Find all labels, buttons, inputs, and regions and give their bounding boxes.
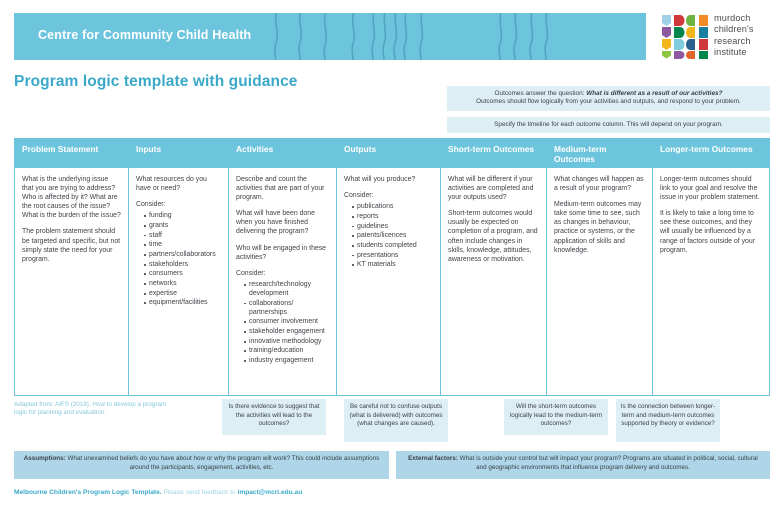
list-item: publications xyxy=(352,202,433,211)
list-item: collaborations/ partnerships xyxy=(244,299,329,317)
paragraph: What changes will happen as a result of your program? xyxy=(554,176,644,193)
paragraph: Consider: xyxy=(136,201,166,209)
list-item: grants xyxy=(144,221,221,230)
paragraph: What will have been done when you have finished delivering the program? xyxy=(236,210,315,236)
mid-note-outputs-vs-outcomes: Be careful not to confuse outputs (what is delivered) with outcomes (what changes are caused). xyxy=(344,399,448,442)
list-item: consumer involvement xyxy=(244,317,329,326)
column-header-short-term-outcomes: Short-term Outcomes xyxy=(441,139,546,168)
list-item: equipment/facilities xyxy=(144,298,221,307)
column-header-outputs: Outputs xyxy=(337,139,440,168)
adapted-from-note: Adapted from: AIFS (2019). How to develop a program logic for planning and evaluation. xyxy=(14,401,167,417)
column-header-inputs: Inputs xyxy=(129,139,228,168)
assumptions-text: What unexamined beliefs do you have about how or why the program will work? This could include assumptions around the participants, engagement, activities, etc. xyxy=(65,455,380,471)
column-short-term-outcomes xyxy=(441,139,547,395)
callout-timeline xyxy=(447,117,770,133)
list-item: patents/licences xyxy=(352,231,433,240)
external-factors-text: What is outside your control but will impact your program? Programs are situated in political, social, cultural and geographic environments that influence program delivery and outcomes. xyxy=(457,455,758,471)
callout-outcomes-question xyxy=(447,86,770,111)
assumptions-bar xyxy=(14,451,389,479)
footer-text: Please send feedback to xyxy=(161,489,238,496)
bullet-list-inputs xyxy=(136,211,221,307)
column-header-medium-term-outcomes: Medium-term Outcomes xyxy=(547,139,652,168)
column-activities xyxy=(229,139,337,395)
column-body-medium-term-outcomes xyxy=(547,168,652,395)
bullet-list-outputs xyxy=(344,202,433,269)
paragraph: The problem statement should be targeted and specific, but not simply state the need for your program. xyxy=(22,228,121,263)
callout-line-1 xyxy=(447,90,770,99)
mcri-logo-wordmark xyxy=(714,13,772,58)
paragraph: What is the underlying issue that you are trying to address? Who is affected by it? What are the root causes of the issue? What is the burden of the issue? xyxy=(22,176,121,220)
list-item: reports xyxy=(352,212,433,221)
mcri-logo-grid-icon xyxy=(662,14,708,59)
list-item: industry engagement xyxy=(244,356,329,365)
column-header-longer-term-outcomes: Longer-term Outcomes xyxy=(653,139,769,168)
footer-title: Melbourne Children's Program Logic Template. xyxy=(14,489,162,496)
callout-emphasis: What is different as a result of our activities? xyxy=(586,89,723,97)
paragraph: Consider: xyxy=(236,269,266,277)
paragraph: Longer-term outcomes should link to your goal and resolve the issue in your problem statement. xyxy=(660,176,760,202)
header-banner xyxy=(14,13,646,60)
footer xyxy=(14,488,302,497)
banner-title: Centre for Community Child Health xyxy=(38,28,252,42)
logo-line-1: murdoch xyxy=(714,13,751,23)
list-item: consumers xyxy=(144,269,221,278)
mid-note-longer-to-medium: Is the connection between longer-term and medium-term outcomes supported by theory or evidence? xyxy=(616,399,720,442)
mid-note-short-to-medium: Will the short-term outcomes logically lead to the medium-term outcomes? xyxy=(504,399,608,435)
column-outputs xyxy=(337,139,441,395)
column-header-activities: Activities xyxy=(229,139,336,168)
list-item: funding xyxy=(144,211,221,220)
paragraph: Short-term outcomes would usually be expected on completion of a program, and often include changes in skills, knowledge, attitudes, awareness or motivation. xyxy=(448,210,538,263)
column-longer-term-outcomes xyxy=(653,139,769,395)
list-item: expertise xyxy=(144,289,221,298)
list-item: innovative methodology xyxy=(244,337,329,346)
paragraph: Describe and count the activities that are part of your program. xyxy=(236,176,325,202)
column-body-problem-statement xyxy=(15,168,128,395)
column-problem-statement xyxy=(15,139,129,395)
paragraph: Who will be engaged in these activities? xyxy=(236,244,327,261)
column-body-outputs xyxy=(337,168,440,395)
list-item: training/education xyxy=(244,346,329,355)
callout-line-2: Outcomes should flow logically from your activities and outputs, and respond to your problem. xyxy=(476,98,741,106)
column-header-problem-statement: Problem Statement xyxy=(15,139,128,168)
list-item: research/technology development xyxy=(244,280,329,298)
program-logic-table xyxy=(14,138,770,396)
callout-timeline-text: Specify the timeline for each outcome column. This will depend on your program. xyxy=(494,120,723,128)
mcri-logo xyxy=(662,13,770,61)
assumptions-label: Assumptions: xyxy=(23,455,66,462)
column-medium-term-outcomes xyxy=(547,139,653,395)
external-factors-label: External factors: xyxy=(408,455,458,462)
column-body-inputs xyxy=(129,168,228,395)
list-item: presentations xyxy=(352,251,433,260)
column-body-longer-term-outcomes xyxy=(653,168,769,395)
paragraph: What will you produce? xyxy=(344,176,416,183)
mid-notes-row xyxy=(14,399,770,442)
column-body-activities xyxy=(229,168,336,395)
paragraph: It is likely to take a long time to see these outcomes, and they will usually be influenced by a range of factors outside of your program. xyxy=(660,210,755,254)
list-item: stakeholders xyxy=(144,260,221,269)
paragraph: What resources do you have or need? xyxy=(136,176,207,193)
page-title: Program logic template with guidance xyxy=(14,73,298,90)
list-item: KT materials xyxy=(352,260,433,269)
mid-note-activities-evidence: Is there evidence to suggest that the activities will lead to the outcomes? xyxy=(222,399,326,435)
list-item: students completed xyxy=(352,241,433,250)
logo-line-3: research xyxy=(714,35,751,46)
paragraph: What will be different if your activities are completed and your outputs used? xyxy=(448,176,534,202)
bullet-list-activities xyxy=(236,280,329,365)
list-item: staff xyxy=(144,231,221,240)
list-item: time xyxy=(144,240,221,249)
list-item: guidelines xyxy=(352,222,433,231)
column-inputs xyxy=(129,139,229,395)
paragraph: Medium-term outcomes may take some time to see, such as changes in behaviour, practice or systems, or the application of skills and knowledge. xyxy=(554,201,642,254)
list-item: networks xyxy=(144,279,221,288)
list-item: stakeholder engagement xyxy=(244,327,329,336)
callout-prefix: Outcomes answer the question: xyxy=(494,89,587,97)
paragraph: Consider: xyxy=(344,192,374,200)
footer-email-link[interactable]: impact@mcri.edu.au xyxy=(237,489,303,496)
header-banner-row xyxy=(0,0,776,68)
external-factors-bar xyxy=(396,451,770,479)
list-item: partners/collaborators xyxy=(144,250,221,259)
column-body-short-term-outcomes xyxy=(441,168,546,395)
logo-line-4: institute xyxy=(714,46,747,57)
logo-line-2: children's xyxy=(714,24,754,35)
